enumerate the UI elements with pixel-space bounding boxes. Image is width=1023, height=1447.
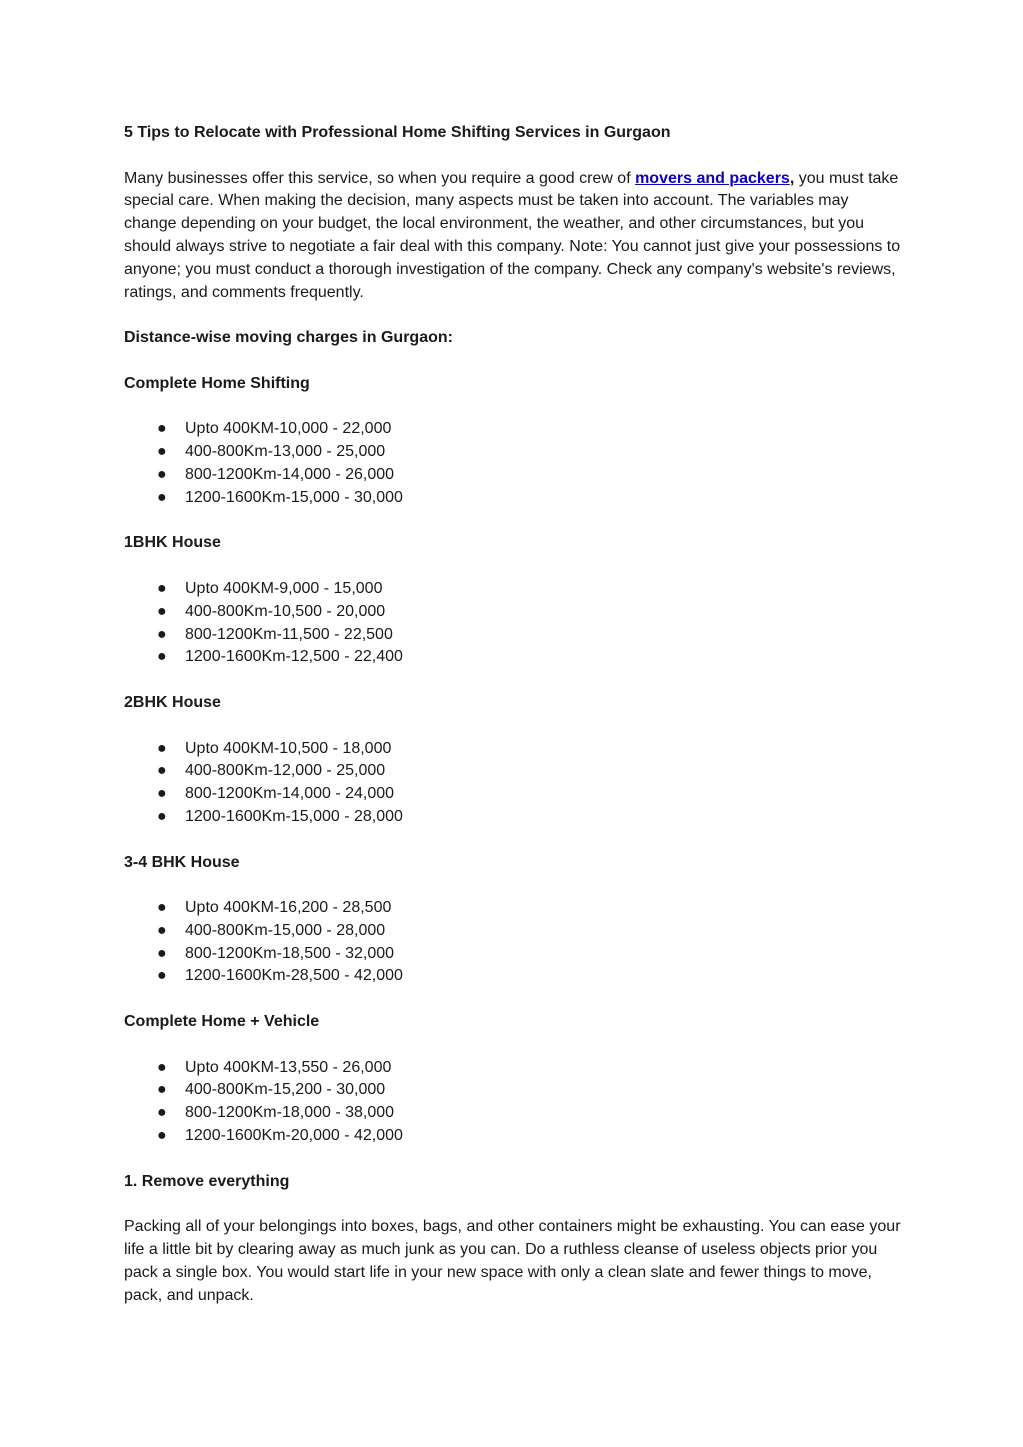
list-item: [124, 601, 904, 624]
document-title: 5 Tips to Relocate with Professional Home Shifting Services in Gurgaon: [124, 124, 671, 141]
section-heading: 1BHK House: [124, 534, 221, 552]
movers-and-packers-link[interactable]: movers and packers: [635, 169, 790, 187]
section-heading: 2BHK House: [124, 693, 221, 711]
list-item-text: Upto 400KM-10,500 - 18,000: [185, 739, 392, 757]
bullet-icon: ●: [157, 625, 167, 643]
price-list: [124, 738, 904, 829]
list-item: [124, 1102, 904, 1125]
list-item: [124, 1057, 904, 1080]
bullet-icon: ●: [157, 921, 167, 939]
list-item-text: 1200-1600Km-20,000 - 42,000: [185, 1127, 403, 1145]
bullet-icon: ●: [157, 579, 167, 597]
list-item: [124, 646, 904, 669]
bullet-icon: ●: [157, 420, 167, 438]
intro-text-before: Many businesses offer this service, so when you require a good crew of: [124, 169, 636, 187]
list-item-text: 1200-1600Km-15,000 - 30,000: [185, 488, 403, 506]
list-item-text: 1200-1600Km-28,500 - 42,000: [185, 967, 403, 985]
tip-1-heading: 1. Remove everything: [124, 1172, 290, 1190]
list-item-text: Upto 400KM-13,550 - 26,000: [185, 1058, 392, 1076]
bullet-icon: ●: [157, 967, 167, 985]
list-item-text: 800-1200Km-18,500 - 32,000: [185, 944, 395, 962]
list-item-text: 800-1200Km-18,000 - 38,000: [185, 1104, 395, 1122]
bullet-icon: ●: [157, 465, 167, 483]
price-list: [124, 418, 904, 509]
tip-1-body: Packing all of your belongings into boxes, bags, and other containers might be exhausting. You can ease your life a little bit by clearing away as much junk as you can. Do a ruthless cleanse of useless objects prior you pack a single box. You would start life in your new space with only a clean slate and fewer things to move, pack, and unpack.: [124, 1218, 901, 1304]
bullet-icon: ●: [157, 1058, 167, 1076]
bullet-icon: ●: [157, 899, 167, 917]
price-list: [124, 578, 904, 669]
document-content: [124, 122, 904, 1330]
list-item: [124, 441, 904, 464]
list-item-text: 800-1200Km-11,500 - 22,500: [185, 625, 393, 643]
list-item: [124, 464, 904, 487]
bullet-icon: ●: [157, 648, 167, 666]
list-item: [124, 806, 904, 829]
bullet-icon: ●: [157, 739, 167, 757]
list-item-text: 800-1200Km-14,000 - 24,000: [185, 785, 395, 803]
list-item-text: Upto 400KM-10,000 - 22,000: [185, 420, 392, 438]
bullet-icon: ●: [157, 443, 167, 461]
intro-text-after: you must take special care. When making the decision, many aspects must be taken into account. The variables may change depending on your budget, the local environment, the weather, and other circumstances, but you should always strive to negotiate a fair deal with this company. Note: You cannot just give your possessions to anyone; you must conduct a thorough investigation of the company. Check any company's website's reviews, ratings, and comments frequently.: [124, 169, 901, 301]
list-item-text: Upto 400KM-16,200 - 28,500: [185, 899, 392, 917]
price-list: [124, 897, 904, 988]
list-item-text: Upto 400KM-9,000 - 15,000: [185, 579, 383, 597]
list-item: [124, 760, 904, 783]
list-item: [124, 965, 904, 988]
intro-comma: ,: [789, 169, 795, 187]
list-item: [124, 920, 904, 943]
bullet-icon: ●: [157, 762, 167, 780]
list-item: [124, 738, 904, 761]
list-item: [124, 1079, 904, 1102]
list-item: [124, 783, 904, 806]
list-item: [124, 624, 904, 647]
sections-container: [124, 373, 904, 1148]
price-list: [124, 1057, 904, 1148]
bullet-icon: ●: [157, 944, 167, 962]
list-item-text: 400-800Km-10,500 - 20,000: [185, 602, 386, 620]
bullet-icon: ●: [157, 1081, 167, 1099]
bullet-icon: ●: [157, 785, 167, 803]
section-heading: Complete Home Shifting: [124, 374, 310, 392]
list-item-text: 1200-1600Km-15,000 - 28,000: [185, 807, 403, 825]
bullet-icon: ●: [157, 602, 167, 620]
list-item: [124, 897, 904, 920]
charges-heading: Distance-wise moving charges in Gurgaon:: [124, 329, 453, 347]
list-item: [124, 943, 904, 966]
bullet-icon: ●: [157, 1104, 167, 1122]
bullet-icon: ●: [157, 488, 167, 506]
list-item-text: 400-800Km-15,000 - 28,000: [185, 921, 386, 939]
section-heading: Complete Home + Vehicle: [124, 1013, 320, 1031]
list-item: [124, 487, 904, 510]
list-item-text: 400-800Km-13,000 - 25,000: [185, 443, 386, 461]
list-item: [124, 578, 904, 601]
bullet-icon: ●: [157, 807, 167, 825]
bullet-icon: ●: [157, 1127, 167, 1145]
list-item-text: 400-800Km-15,200 - 30,000: [185, 1081, 386, 1099]
list-item: [124, 1125, 904, 1148]
list-item-text: 1200-1600Km-12,500 - 22,400: [185, 648, 403, 666]
list-item: [124, 418, 904, 441]
section-heading: 3-4 BHK House: [124, 853, 240, 871]
intro-paragraph: [124, 168, 904, 305]
list-item-text: 800-1200Km-14,000 - 26,000: [185, 465, 395, 483]
list-item-text: 400-800Km-12,000 - 25,000: [185, 762, 386, 780]
